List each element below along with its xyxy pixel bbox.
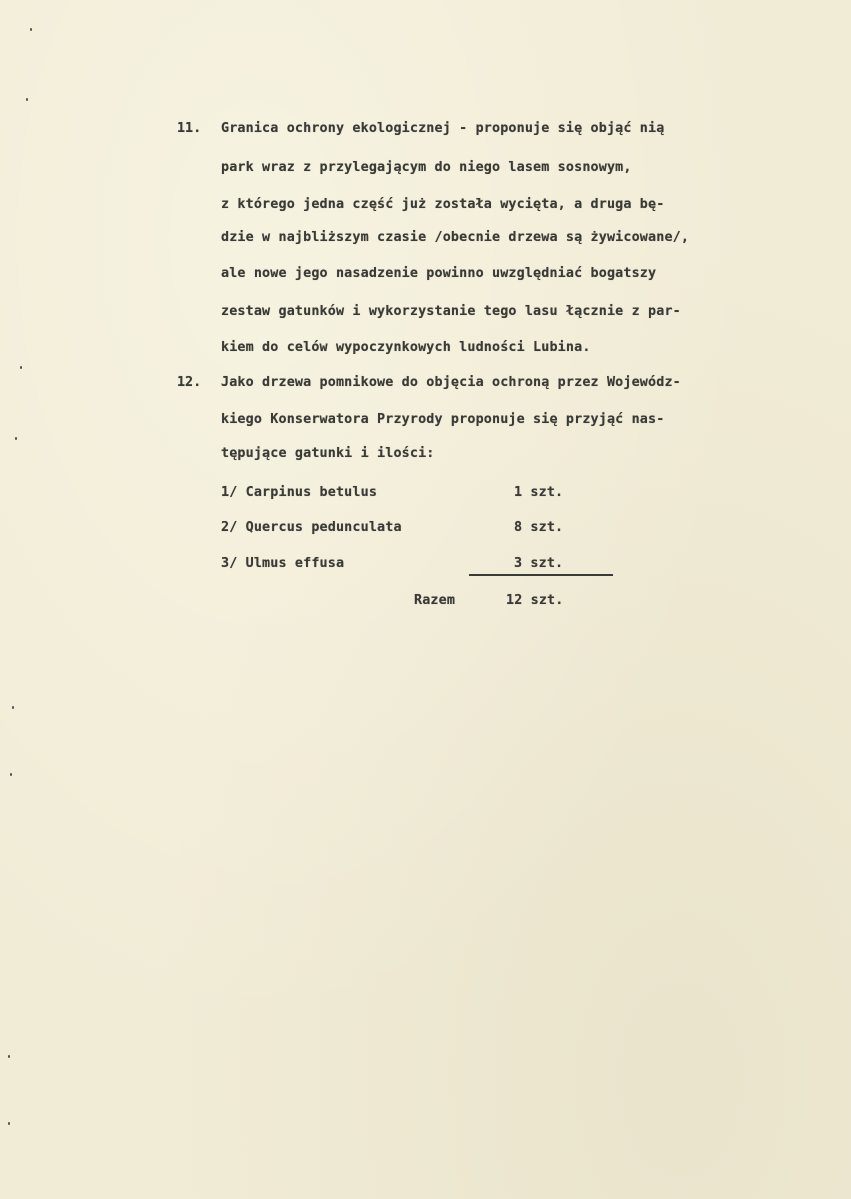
margin-mark: [8, 1122, 10, 1125]
species-name: 1/ Carpinus betulus: [221, 485, 378, 500]
species-name: 2/ Quercus pedunculata: [221, 520, 402, 535]
margin-mark: [8, 1055, 10, 1058]
species-count: 1 szt.: [514, 485, 564, 500]
margin-mark: [26, 98, 28, 101]
margin-mark: [12, 706, 14, 709]
margin-mark: [30, 28, 32, 31]
paragraph-line: z którego jedna część już została wycięta, a druga bę-: [221, 197, 665, 212]
species-count: 3 szt.: [514, 556, 564, 571]
paragraph-line: tępujące gatunki i ilości:: [221, 446, 435, 461]
paragraph-line: ale nowe jego nasadzenie powinno uwzględniać bogatszy: [221, 266, 657, 281]
species-count: 8 szt.: [514, 520, 564, 535]
margin-mark: [20, 366, 22, 369]
sum-underline: [469, 574, 613, 576]
paragraph-line: Granica ochrony ekologicznej - proponuje się objąć nią: [221, 121, 665, 136]
paragraph-line: park wraz z przylegającym do niego lasem sosnowym,: [221, 160, 632, 175]
item-number: 12.: [177, 375, 202, 390]
margin-mark: [15, 437, 17, 440]
total-label: Razem: [414, 593, 456, 608]
paragraph-line: kiem do celów wypoczynkowych ludności Lubina.: [221, 340, 591, 355]
paragraph-line: Jako drzewa pomnikowe do objęcia ochroną przez Wojewódz-: [221, 375, 681, 390]
total-count: 12 szt.: [506, 593, 564, 608]
paragraph-line: dzie w najbliższym czasie /obecnie drzewa są żywicowane/,: [221, 230, 690, 245]
paragraph-line: zestaw gatunków i wykorzystanie tego lasu łącznie z par-: [221, 304, 681, 319]
item-number: 11.: [177, 121, 202, 136]
paragraph-line: kiego Konserwatora Przyrody proponuje się przyjąć nas-: [221, 412, 665, 427]
species-name: 3/ Ulmus effusa: [221, 556, 345, 571]
margin-mark: [10, 773, 12, 776]
